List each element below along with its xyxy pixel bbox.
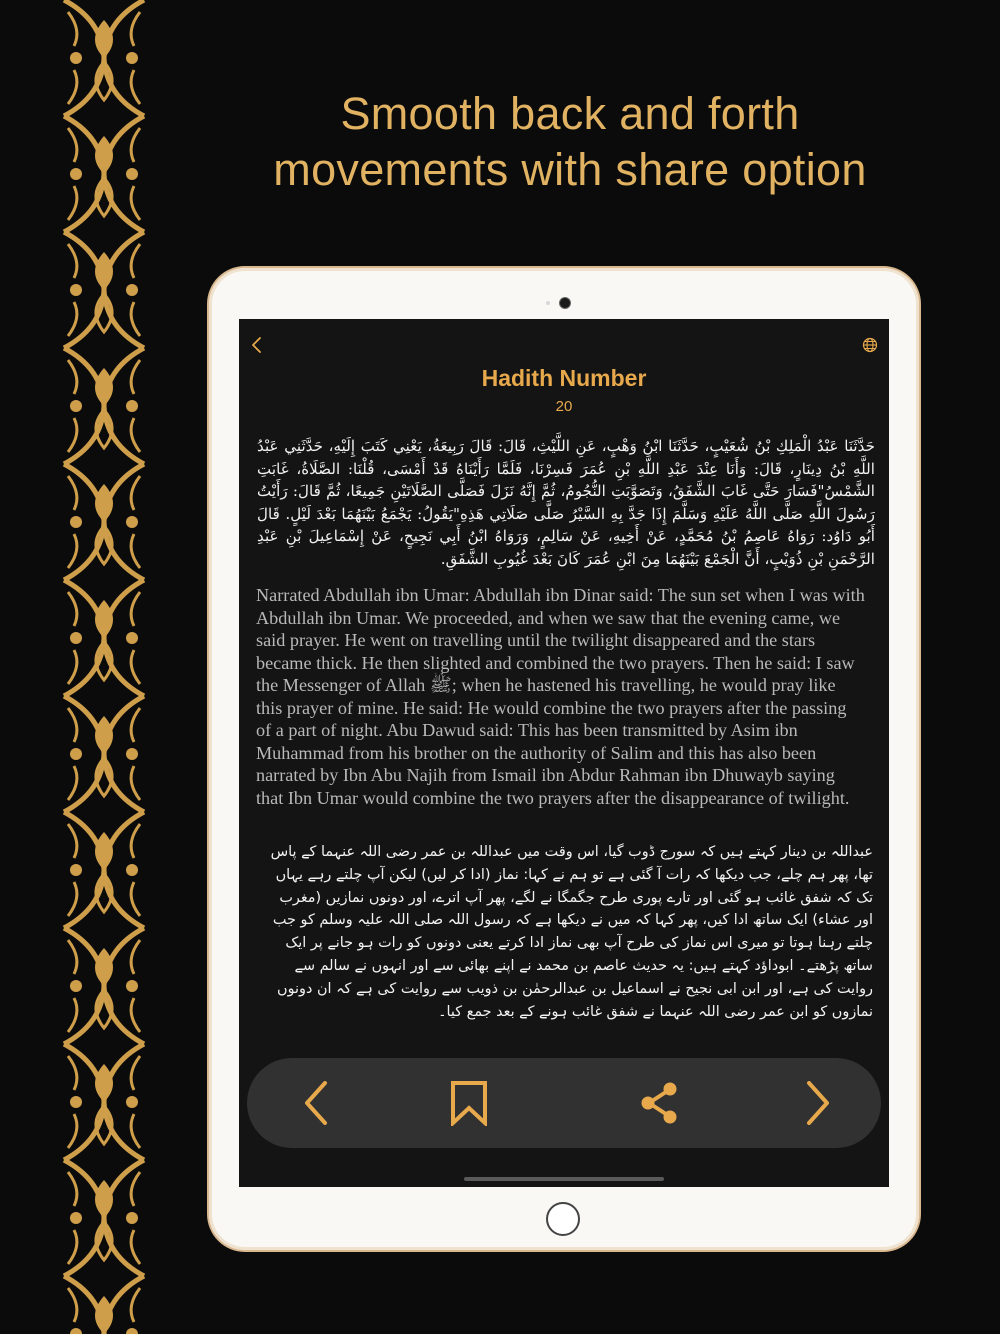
- previous-button[interactable]: [287, 1058, 347, 1148]
- bottom-toolbar: [247, 1058, 881, 1148]
- hadith-title: Hadith Number: [481, 365, 647, 391]
- headline-line-1: Smooth back and forth: [340, 88, 800, 139]
- arabic-text: حَدَّثَنَا عَبْدُ الْمَلِكِ بْنُ شُعَيْبٍ، حَدَّثَنَا ابْنُ وَهْبٍ، عَنِ اللَّيْثِ، قَالَ: قَالَ رَبِيعَةُ، يَعْنِي كَتَبَ إِلَيْهِ، حَدَّثَنِي عَبْدُ اللَّهِ بْنُ دِينَارٍ، قَالَ: وَأَنَا عِنْدَ عَبْدِ اللَّهِ بْنِ عُمَرَ فَسِرْنَا، فَلَمَّا رَأَيْنَاهُ قَدْ أَمْسَى، قُلْنَا: الصَّلَاةُ، غَابَتِ الشَّمْسُ"فَسَارَ حَتَّى غَابَ الشَّفَقُ، وَتَصَوَّبَتِ النُّجُومُ، ثُمَّ إِنَّهُ نَزَلَ فَصَلَّى الصَّلَاتَيْنِ جَمِيعًا، ثُمَّ قَالَ: رَأَيْتُ رَسُولَ اللَّهِ صَلَّى اللَّهُ عَلَيْهِ وَسَلَّمَ إِذَا جَدَّ بِهِ السَّيْرُ صَلَّى صَلَاتِي هَذِهِ"يَقُولُ: يَجْمَعُ بَيْنَهُمَا بَعْدَ لَيْلٍ. قَالَ أَبُو دَاوُد: رَوَاهُ عَاصِمُ بْنُ مُحَمَّدٍ، عَنْ أَخِيهِ، عَنْ سَالِمٍ، وَرَوَاهُ ابْنُ أَبِي نَجِيحٍ، عَنْ إِسْمَاعِيلَ بْنِ عَبْدِ الرَّحْمَنِ بْنِ ذُوَيْبٍ، أَنَّ الْجَمْعَ بَيْنَهُمَا مِنَ ابْنِ عُمَرَ كَانَ بَعْدَ غُيُوبِ الشَّفَقِ.: [257, 437, 875, 568]
- bookmark-icon: [450, 1080, 488, 1126]
- tablet-device-frame: [209, 268, 919, 1250]
- app-screen: [239, 319, 889, 1187]
- home-indicator[interactable]: [464, 1177, 664, 1181]
- back-chevron-icon[interactable]: [249, 335, 265, 355]
- sensor-dot: [546, 301, 550, 305]
- chevron-left-icon: [301, 1081, 333, 1125]
- decorative-ornament-border: [62, 0, 146, 1334]
- hadith-number: 20: [555, 398, 573, 415]
- english-translation: Narrated Abdullah ibn Umar: Abdullah ibn Dinar said: The sun set when I was with Abdullah ibn Umar. We proceeded, and when we saw that the evening came, we said prayer. He went on travelling until the twilight disappeared and the stars became thick. He then slighted and combined the two prayers. Then he said: I saw the Messenger of Allah ﷺ; when he hastened his travelling, he would pray like this prayer of mine. He said: He would combine the two prayers after the passing of a part of night. Abu Dawud said: This has been transmitted by Asim ibn Muhammad from his brother on the authority of Salim and this has also been narrated by Ibn Abu Najih from Ismail ibn Abdur Rahman ibn Dhuwayb saying that Ibn Umar would combine the two prayers after the disappearance of twilight.: [256, 585, 865, 808]
- headline-line-2: movements with share option: [273, 144, 867, 195]
- urdu-translation: عبداللہ بن دینار کہتے ہیں کہ سورج ڈوب گیا، اس وقت میں عبداللہ بن عمر رضی اللہ عنہما کے پاس تھا، پھر ہم چلے، جب دیکھا کہ رات آ گئی ہے تو ہم نے کہا: نماز (ادا کر لیں) لیکن آپ چلتے رہے یہاں تک کہ شفق غائب ہو گئی اور تارے پوری طرح جگمگا نے لگے، پھر آپ اترے، اور دونوں نمازیں (مغرب اور عشاء) ایک ساتھ ادا کیں، پھر کہا کہ میں نے دیکھا ہے کہ رسول اللہ صلی اللہ علیہ وسلم کو جب چلتے رہنا ہوتا تو میری اس نماز کی طرح آپ بھی نماز ادا کرتے یعنی دونوں کو رات ہو جانے پر ایک ساتھ پڑھتے۔ ابوداؤد کہتے ہیں: یہ حدیث عاصم بن محمد نے اپنے بھائی سے اور انہوں نے سالم سے روایت کی ہے، اور ابن ابی نجیح نے اسماعیل بن عبدالرحمٰن بن ذویب سے روایت کی ہے کہ ان دونوں نمازوں کو ابن عمر رضی اللہ عنہما نے شفق غائب ہونے کے بعد جمع کیا۔: [270, 844, 873, 1020]
- promo-headline: [160, 86, 980, 198]
- front-camera: [559, 297, 571, 309]
- next-button[interactable]: [787, 1058, 847, 1148]
- share-button[interactable]: [629, 1058, 689, 1148]
- chevron-right-icon: [801, 1081, 833, 1125]
- bookmark-button[interactable]: [439, 1058, 499, 1148]
- globe-icon[interactable]: [861, 336, 879, 354]
- home-button[interactable]: [546, 1202, 580, 1236]
- share-icon: [637, 1080, 681, 1126]
